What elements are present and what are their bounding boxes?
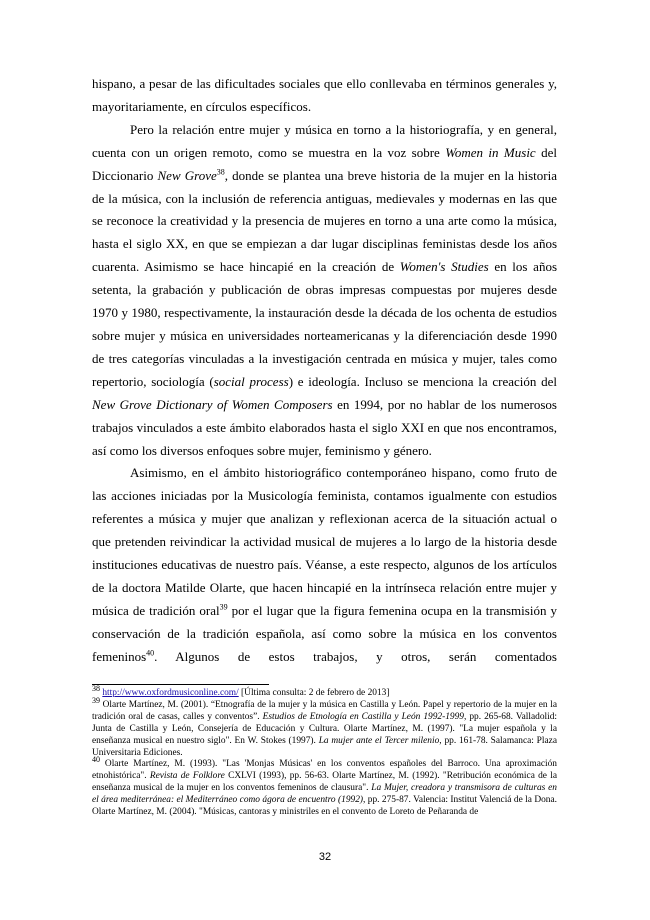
footnote-ref-40[interactable]: 40 <box>146 648 155 658</box>
paragraph-3: Asimismo, en el ámbito historiográfico contemporáneo hispano, como fruto de las acciones iniciadas por la Musicología feminista, contamos igualmente con estudios referentes a música y mujer que analizan y reflexionan acerca de la situación actual o que pretenden reivindicar la actividad musical de mujeres a lo largo de la historia desde instituciones educativas de nuestro país. Véanse, a este respecto, algunos de los artículos de la doctora Matilde Olarte, que hacen hincapié en la intrínseca relación entre mujer y música de tradición oral$^{39}$ por el lugar que la figura femenina ocupa en la transmisión y conservación de la tradición española, así como sobre la música en los conventos femeninos$^{40}$. Algunos de estos trabajos, y otros, serán comentados <box>92 465 557 664</box>
footnote-39: $^{39}$ Olarte Martínez, M. (2001). “Etnografía de la mujer y la música en Castilla y León. Papel y repertorio de la mujer en la tradición oral de casas, calles y conventos”. Estudios de Etnología en Castilla y León 1992-1999, pp. 265-68. Valladolid: Junta de Castilla y León, Consejería de Educación y Cultura. Olarte Martínez, M. (1997). "La mujer española y la enseñanza musical en nuestro siglo". En W. Stokes (1997). La mujer ante el Tercer milenio, pp. 161-78. Salamanca: Plaza Universitaria Ediciones. <box>92 695 558 758</box>
paragraph-1: hispano, a pesar de las dificultades sociales que ello conllevaba en términos generales y, mayoritariamente, en círculos específicos. <box>92 76 557 114</box>
page-number: 32 <box>318 851 332 863</box>
italic-title-women-in-music: Women in Music <box>445 144 536 160</box>
footnote-number: 38 <box>92 683 100 693</box>
oxford-music-online-link[interactable]: http://www.oxfordmusiconline.com/ <box>102 688 239 698</box>
footnote-number: 40 <box>92 755 100 765</box>
footnotes <box>92 683 558 819</box>
footnote-ref-39[interactable]: 39 <box>219 602 228 612</box>
footnote-38: $^{38}$ http://www.oxfordmusiconline.com/ [Última consulta: 2 de febrero de 2013] <box>92 683 390 698</box>
footnote-number: 39 <box>92 695 100 705</box>
footnote-ref-38[interactable]: 38 <box>216 167 225 177</box>
footnote-40: $^{40}$ Olarte Martínez, M. (1993). "Las 'Monjas Músicas' en los conventos españoles del Barroco. Una aproximación etnohistórica". Revista de Folklore CXLVI (1993), pp. 56-63. Olarte Martínez, M. (1992). "Retribución económica de la enseñanza musical de la mujer en los conventos femeninos de clausura". La Mujer, creadora y transmisora de culturas en el área mediterránea: el Mediterráneo como ágora de encuentro (1992), pp. 275-87. Valencia: Institut Valenciá de la Dona. Olarte Martínez, M. (2004). "Músicas, cantoras y ministriles en el convento de Loreto de Peñaranda de <box>92 755 558 818</box>
footnote-separator <box>92 684 269 685</box>
italic-title-womens-studies: Women's Studies <box>399 259 489 275</box>
italic-title-new-grove: New Grove <box>157 167 217 183</box>
paragraph-2: Pero la relación entre mujer y música en torno a la historiografía, y en general, cuenta con un origen remoto, como se muestra en la voz sobre Women in Music del Diccionario New Grove$^{38}$, donde se plantea una breve historia de la mujer en la historia de la música, con la inclusión de referencia antiguas, medievales y modernas en las que se reconoce la creatividad y la presencia de mujeres en torno a una arte como la música, hasta el siglo XX, en que se empiezan a dar lugar disciplinas feministas desde los años cuarenta. Asimismo se hace hincapié en la creación de Women's Studies en los años setenta, la grabación y publicación de obras impresas compuestas por mujeres desde 1970 y 1980, respectivamente, la instauración desde la década de los ochenta de estudios sobre mujer y música en universidades norteamericanas y la diferenciación desde 1990 de tres categorías vinculadas a la investigación centrada en música y mujer, tales como repertorio, sociología (social process) e ideología. Incluso se menciona la creación del New Grove Dictionary of Women Composers en 1994, por no hablar de los numerosos trabajos vinculados a este ámbito elaborados hasta el siglo XXI en que nos encontramos, así como los diversos enfoques sobre mujer, feminismo y género. <box>92 121 557 458</box>
body-text <box>92 73 557 669</box>
italic-title-new-grove-women-composers: New Grove Dictionary of Women Composers <box>92 396 333 412</box>
italic-social-process: social process <box>213 373 289 389</box>
